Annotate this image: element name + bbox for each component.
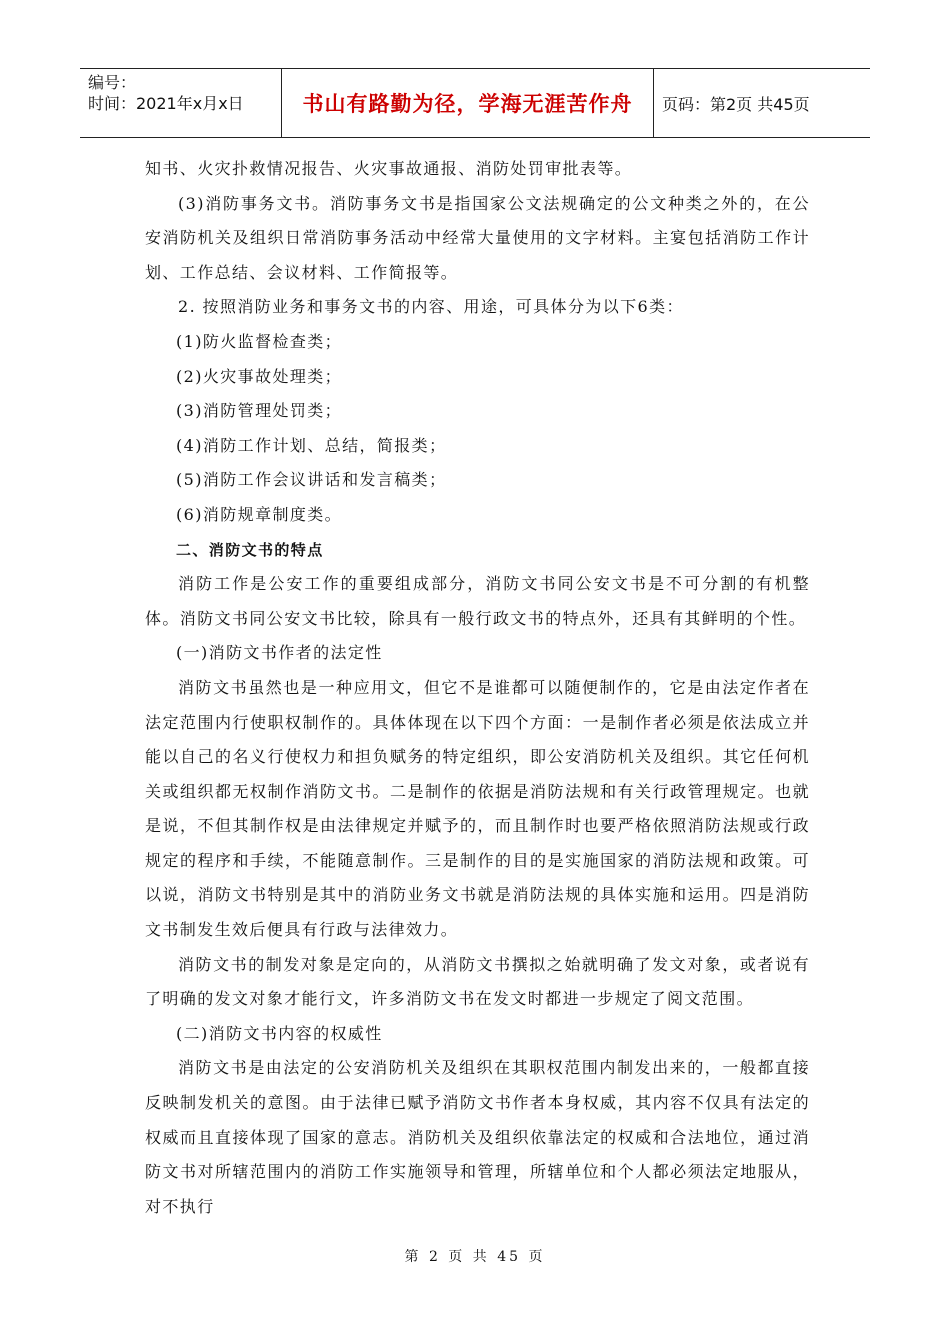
- document-number-label: 编号：: [88, 73, 137, 92]
- paragraph: 2. 按照消防业务和事务文书的内容、用途，可具体分为以下6类：: [178, 297, 684, 317]
- section-heading: 二、消防文书的特点: [176, 540, 324, 559]
- page-header: [80, 68, 870, 138]
- list-item: (1)防火监督检查类；: [176, 331, 343, 351]
- paragraph: (3)消防事务文书。消防事务文书是指国家公文法规确定的公文种类之外的，在公安消防机关及组织日常消防事务活动中经常大量使用的文字材料。主宴包括消防工作计划、工作总结、会议材料、工作简报等。: [145, 193, 810, 282]
- list-item: (4)消防工作计划、总结，简报类；: [176, 435, 447, 455]
- list-item: (2)火灾事故处理类；: [176, 366, 343, 386]
- header-motto: 书山有路勤为径，学海无涯苦作舟: [302, 92, 633, 116]
- subsection-heading: (一)消防文书作者的法定性: [176, 643, 383, 663]
- paragraph: 消防文书虽然也是一种应用文，但它不是谁都可以随便制作的，它是由法定作者在法定范围内行使职权制作的。具体体现在以下四个方面：一是制作者必须是依法成立并能以自己的名义行使权力和担负赋务的特定组织，即公安消防机关及组织。其它任何机关或组织都无权制作消防文书。二是制作的依据是消防法规和有关行政管理规定。也就是说，不但其制作权是由法律规定并赋予的，而且制作时也要严格依照消防法规或行政规定的程序和手续，不能随意制作。三是制作的目的是实施国家的消防法规和政策。可以说，消防文书特别是其中的消防业务文书就是消防法规的具体实施和运用。四是消防文书制发生效后便具有行政与法律效力。: [145, 677, 810, 940]
- list-item: (3)消防管理处罚类；: [176, 401, 343, 421]
- header-motto-cell: [282, 69, 654, 137]
- list-item: (5)消防工作会议讲话和发言稿类；: [176, 470, 447, 490]
- header-page-label: 页码：第2页 共45页: [662, 94, 810, 114]
- paragraph: 知书、火灾扑救情况报告、火灾事故通报、消防处罚审批表等。: [145, 159, 633, 178]
- paragraph: 消防文书是由法定的公安消防机关及组织在其职权范围内制发出来的，一般都直接反映制发机关的意图。由于法律已赋予消防文书作者本身权威，其内容不仅具有法定的权威而且直接体现了国家的意志。消防机关及组织依靠法定的权威和合法地位，通过消防文书对所辖范围内的消防工作实施领导和管理，所辖单位和个人都必须法定地服从，对不执行: [145, 1058, 810, 1216]
- document-body: [145, 152, 810, 1224]
- header-page-cell: [654, 69, 870, 137]
- subsection-heading: (二)消防文书内容的权威性: [176, 1023, 383, 1043]
- paragraph: 消防文书的制发对象是定向的，从消防文书撰拟之始就明确了发文对象，或者说有了明确的发文对象才能行文，许多消防文书在发文时都进一步规定了阅文范围。: [145, 954, 810, 1009]
- header-info-cell: [80, 69, 282, 137]
- paragraph: 消防工作是公安工作的重要组成部分，消防文书同公安文书是不可分割的有机整体。消防文书同公安文书比较，除具有一般行政文书的特点外，还具有其鲜明的个性。: [145, 574, 810, 628]
- page-footer: 第 2 页 共 45 页: [404, 1249, 546, 1265]
- list-item: (6)消防规章制度类。: [176, 504, 343, 524]
- document-date-label: 时间：2021年x月x日: [88, 94, 244, 113]
